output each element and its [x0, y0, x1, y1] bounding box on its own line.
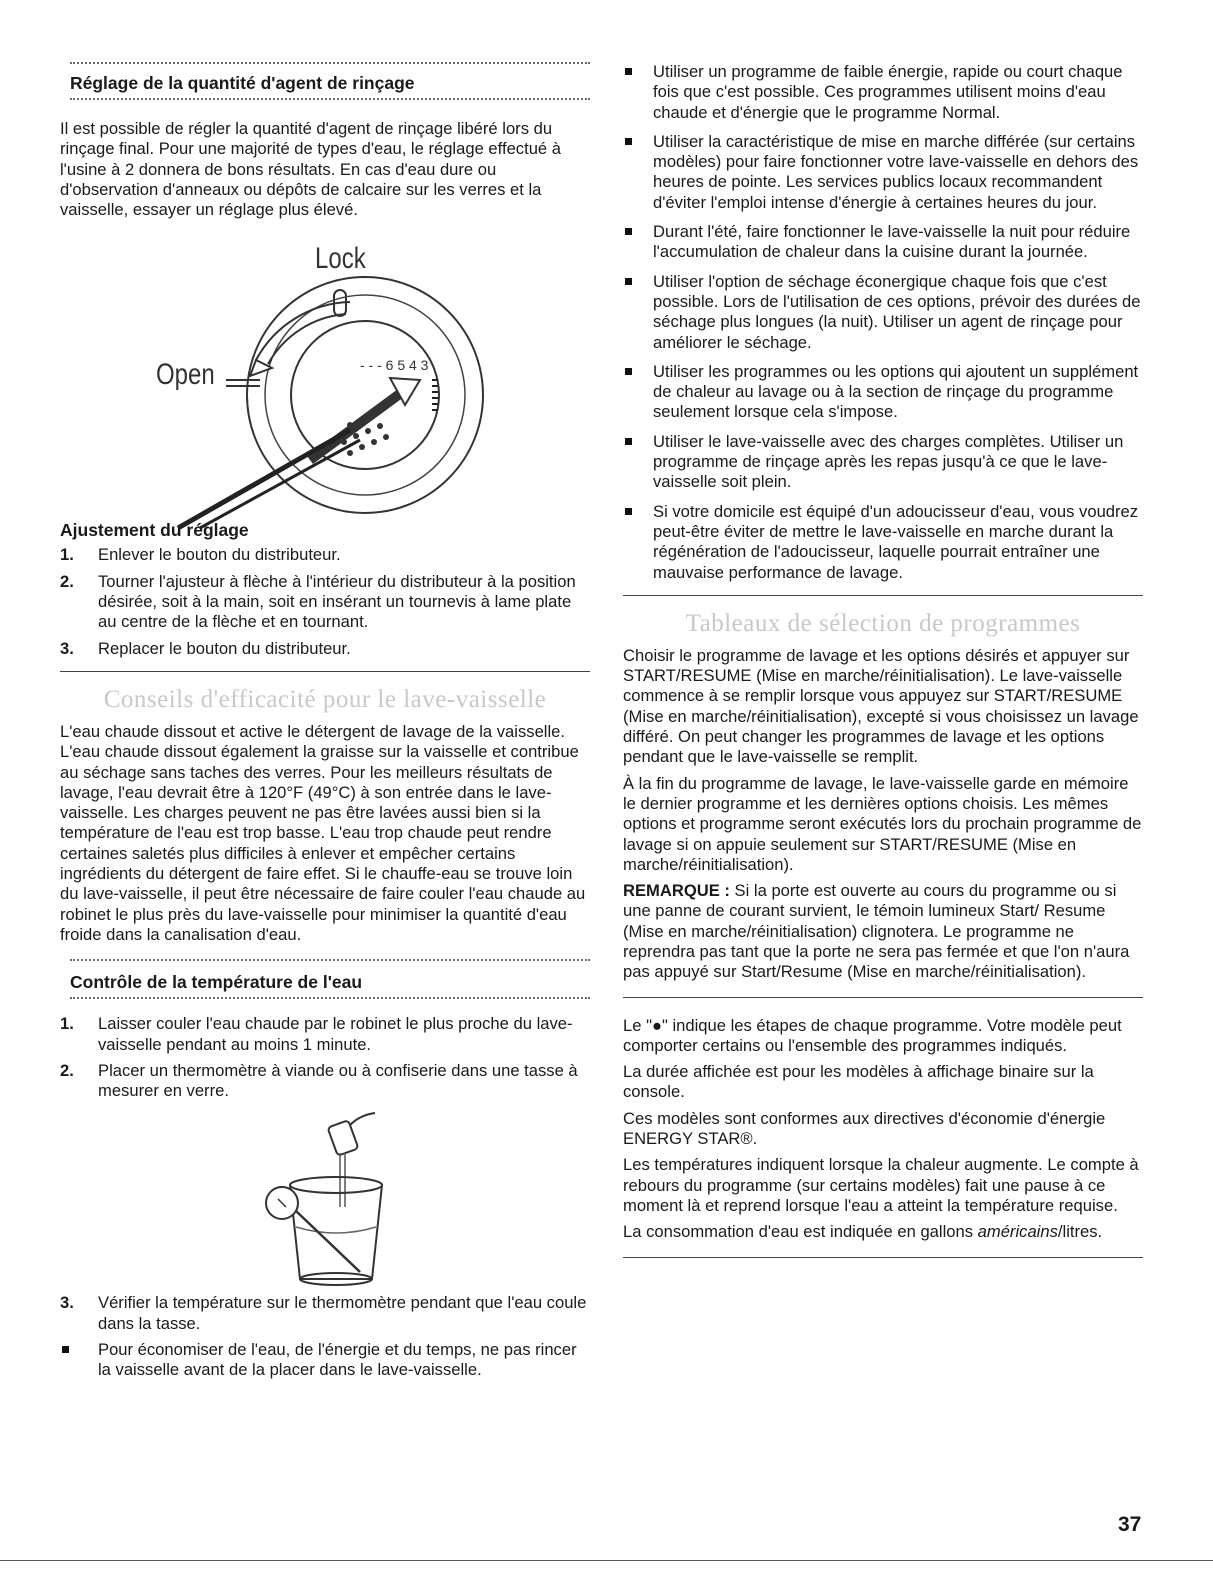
bullet-square-icon: [625, 438, 632, 445]
note-text: Si la porte est ouverte au cours du programme ou si une panne de courant survient, le témoin lumineux Start/ Resume (Mise en marche/réinitialisation) clignotera. Le programme ne reprendra pas tant que la porte ne sera pas fermée et que l'on n'aura pas appuyé sur Start/Resume (Mise en marche/réinitialisation).: [623, 881, 1130, 982]
list-item: [60, 1014, 590, 1055]
step-number: 3.: [60, 638, 74, 658]
list-item: [60, 1293, 590, 1334]
efficiency-body: L'eau chaude dissout et active le détergent de lavage de la vaisselle. L'eau chaude dissout également la graisse sur la vaisselle et contribue au séchage sans taches des verres. Pour les meilleurs résultats de lavage, l'eau devrait être à 120°F (49°C) à son entrée dans le lave-vaisselle. Les charges peuvent ne pas être lavées aussi bien si la température de l'eau est trop basse. L'eau trop chaude peut rendre certaines saletés plus difficiles à enlever et empêcher certains ingrédients du détergent de faire effet. Si le chauffe-eau se trouve loin du lave-vaisselle, il peut être nécessaire de faire couler l'eau chaude au robinet le plus près du lave-vaisselle pour minimiser la quantité d'eau froide dans la canalisation d'eau.: [60, 721, 586, 944]
bullet-text: Utiliser le lave-vaisselle avec des charges complètes. Utiliser un programme de rinçage après les repas jusqu'à ce que le lave-vaisselle soit plein.: [653, 431, 1124, 492]
dotted-rule: [70, 997, 590, 1002]
step-text: Enlever le bouton du distributeur.: [98, 545, 341, 565]
dotted-rule: [70, 98, 590, 103]
legend-paragraph-1: Le "●" indique les étapes de chaque programme. Votre modèle peut comporter certains ou l'ensemble des programmes indiqués.: [623, 1015, 1122, 1055]
list-item: [623, 62, 1143, 123]
cycle-paragraph-2: À la fin du programme de lavage, le lave-vaisselle garde en mémoire le dernier programme et les dernières options choisis. Les mêmes options et programme seront exécutés lors du prochain programme de lavage si on appuie seulement sur START/RESUME (Mise en marche/réinitialisation).: [623, 773, 1142, 874]
water-temperature-heading: Contrôle de la température de l'eau: [70, 972, 363, 993]
list-item: [60, 572, 590, 633]
temperature-steps-continued: [60, 1293, 590, 1334]
list-item: [623, 502, 1143, 583]
step-number: 2.: [60, 571, 74, 591]
bullet-square-icon: [625, 278, 632, 285]
list-item: [623, 432, 1143, 493]
list-item: [623, 272, 1143, 353]
efficiency-bullet-list: [623, 62, 1143, 583]
cycle-paragraph-1: Choisir le programme de lavage et les options désirés et appuyer sur START/RESUME (Mise en marche/réinitialisation). Le lave-vaisselle commence à se remplir lorsque vous appuyez sur START/RESUME (Mise en marche/réinitialisation), excepté si vous choisissez un lavage différé. On peut changer les programmes de lavage et les options pendant que le lave-vaisselle se remplit.: [623, 645, 1139, 767]
section-rule: [623, 595, 1143, 596]
legend-paragraph-4: Les températures indiquent lorsque la chaleur augmente. Le compte à rebours du programme (sur certains modèles) fait une pause à ce moment là et reprend lorsque l'eau a atteint la température requise.: [623, 1155, 1139, 1215]
step-text: Laisser couler l'eau chaude par le robinet le plus proche du lave-vaisselle pendant au moins 1 minute.: [98, 1014, 573, 1054]
page-number: 37: [1118, 1513, 1142, 1536]
step-number: 2.: [60, 1060, 74, 1080]
rinse-aid-intro: Il est possible de régler la quantité d'agent de rinçage libéré lors du rinçage final. Pour une majorité de types d'eau, le réglage effectué à l'usine à 2 donnera de bons résultats. En cas d'eau dure ou d'observation d'anneaux ou dépôts de calcaire sur les verres et la vaisselle, essayer un réglage plus élevé.: [60, 119, 561, 220]
list-item: [60, 1340, 590, 1381]
bottom-rule: [0, 1560, 1213, 1561]
bullet-text: Pour économiser de l'eau, de l'énergie et du temps, ne pas rincer la vaisselle avant de la placer dans le lave-vaisselle.: [98, 1340, 577, 1380]
bullet-square-icon: [62, 1346, 69, 1353]
note-label: REMARQUE :: [623, 881, 730, 901]
bullet-square-icon: [625, 228, 632, 235]
list-item: [623, 222, 1143, 263]
section-rule: [623, 997, 1143, 998]
legend-text: La consommation d'eau est indiquée en gallons: [623, 1222, 978, 1242]
bullet-square-icon: [625, 138, 632, 145]
step-text: Placer un thermomètre à viande ou à confiserie dans une tasse à mesurer en verre.: [98, 1060, 578, 1101]
bullet-text: Utiliser la caractéristique de mise en marche différée (sur certains modèles) pour faire fonctionner votre lave-vaisselle en dehors des heures de pointe. Les services publics locaux recommandent d'éviter l'emploi intense d'énergie à certaines heures du jour.: [653, 131, 1139, 212]
legend-text-italic: américains: [977, 1222, 1058, 1242]
svg-text:- - - 6 5 4 3: - - - 6 5 4 3: [360, 357, 429, 374]
legend-text: /litres.: [1057, 1222, 1103, 1242]
rinse-aid-heading: Réglage de la quantité d'agent de rinçage: [70, 73, 415, 93]
thermometer-cup-figure: [60, 1107, 590, 1289]
step-text: Tourner l'ajusteur à flèche à l'intérieur du distributeur à la position désirée, soit à la main, soit en insérant un tournevis à lame plate au centre de la flèche et en tournant.: [98, 571, 576, 632]
dotted-rule: [70, 62, 590, 67]
rinse-aid-dispenser-figure: [60, 230, 590, 530]
section-rule: [623, 1257, 1143, 1258]
list-item: [623, 362, 1143, 423]
bullet-square-icon: [625, 368, 632, 375]
step-number: 1.: [60, 1014, 74, 1034]
temperature-steps: [60, 1014, 590, 1101]
efficiency-section-title: Conseils d'efficacité pour le lave-vaisselle: [103, 685, 547, 713]
legend-paragraph-3: Ces modèles sont conformes aux directives d'économie d'énergie ENERGY STAR®.: [623, 1108, 1106, 1149]
dotted-rule: [70, 959, 590, 964]
step-number: 1.: [60, 545, 74, 565]
list-item: [60, 639, 590, 659]
left-column: [60, 62, 590, 1390]
right-column: [623, 62, 1143, 1268]
adjust-steps: [60, 545, 590, 658]
dispenser-dial-illustration: [60, 230, 590, 530]
thermometer-cup-illustration: [60, 1107, 590, 1289]
bullet-text: Si votre domicile est équipé d'un adoucisseur d'eau, vous voudrez peut-être éviter de mettre le lave-vaisselle en marche durant la régénération de l'adoucisseur, laquelle pourrait entraîner une mauvaise performance de lavage.: [653, 501, 1139, 582]
legend-paragraph-2: La durée affichée est pour les modèles à affichage binaire sur la console.: [623, 1062, 1094, 1102]
list-item: [60, 1061, 590, 1102]
bullet-text: Utiliser un programme de faible énergie, rapide ou court chaque fois que c'est possible. Ces programmes utilisent moins d'eau chaude et d'énergie que le programme Normal.: [653, 62, 1123, 122]
bullet-text: Utiliser les programmes ou les options qui ajoutent un supplément de chaleur au lavage ou à la section de rinçage du programme seulement lorsque cela s'impose.: [653, 361, 1139, 422]
step-text: Replacer le bouton du distributeur.: [98, 638, 351, 658]
legend-paragraph-5: [623, 1222, 1143, 1242]
bullet-text: Utiliser l'option de séchage éconergique chaque fois que c'est possible. Lors de l'utilisation de ces options, prévoir des durées de séchage plus longues (la nuit). Utiliser un agent de rinçage pour améliorer le séchage.: [653, 271, 1141, 352]
open-label: Open: [156, 358, 215, 392]
step-text: Vérifier la température sur le thermomètre pendant que l'eau coule dans la tasse.: [98, 1293, 587, 1333]
bullet-square-icon: [625, 508, 632, 515]
section-rule: [60, 671, 590, 672]
cycle-selection-title: Tableaux de sélection de programmes: [685, 609, 1081, 637]
lock-label: Lock: [315, 242, 366, 276]
step-number: 3.: [60, 1293, 74, 1313]
list-item: [60, 545, 590, 565]
list-item: [623, 132, 1143, 213]
adjust-heading: Ajustement du réglage: [60, 520, 249, 541]
cycle-note: [623, 881, 1143, 982]
bullet-text: Durant l'été, faire fonctionner le lave-vaisselle la nuit pour réduire l'accumulation de chaleur dans la cuisine durant la journée.: [653, 222, 1131, 262]
economy-bullet-list: [60, 1340, 590, 1381]
bullet-square-icon: [625, 68, 632, 75]
